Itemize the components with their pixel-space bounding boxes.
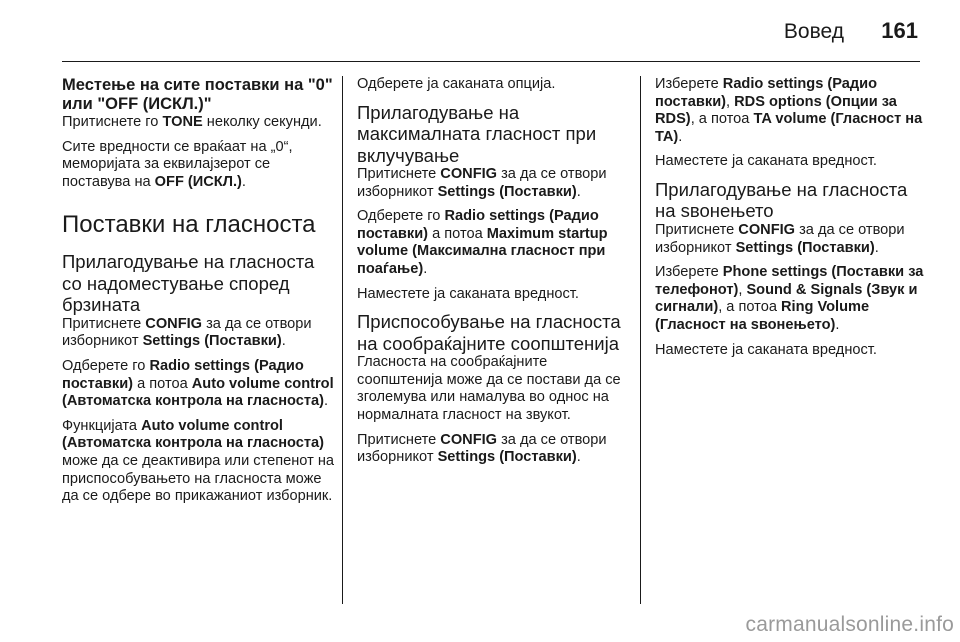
column-divider-2 bbox=[640, 76, 641, 604]
column-1 bbox=[62, 76, 334, 513]
reset-paragraph-2: Сите вредности се враќаат на „0“, меморијата за еквилајзерот се поставува на OFF (ИСКЛ.). bbox=[62, 138, 293, 190]
ring-paragraph-3: Наместете ја саканата вредност. bbox=[655, 341, 877, 358]
header-title: Вовед bbox=[783, 20, 844, 43]
max-paragraph-1: Притиснете CONFIG за да се отвори изборникот Settings (Поставки). bbox=[357, 166, 607, 200]
max-paragraph-3: Наместете ја саканата вредност. bbox=[357, 285, 579, 302]
max-paragraph-2: Одберете го Radio settings (Радио поставки) а потоа Maximum startup volume (Максимална гласност при поаѓање). bbox=[357, 208, 608, 278]
volume-settings-heading: Поставки на гласноста bbox=[62, 211, 316, 239]
ring-paragraph-1: Притиснете CONFIG за да се отвори изборникот Settings (Поставки). bbox=[655, 221, 905, 256]
speed-paragraph-2: Одберете го Radio settings (Радио поставки) а потоа Auto volume control (Автоматска контрола на гласноста). bbox=[62, 358, 334, 410]
column-3 bbox=[655, 76, 925, 366]
reset-paragraph-1: Притиснете го TONE неколку секунди. bbox=[62, 114, 322, 130]
traffic-announcement-heading: Приспособување на гласноста на сообраќајните соопштенија bbox=[357, 311, 621, 354]
traffic-paragraph-2: Притиснете CONFIG за да се отвори изборникот Settings (Поставки). bbox=[357, 431, 607, 466]
header-rule bbox=[62, 61, 920, 62]
ta-volume-paragraph: Изберете Radio settings (Радио поставки), RDS options (Опции за RDS), а потоа TA volume (Гласност на TA). bbox=[655, 76, 923, 145]
reset-heading: Местење на сите поставки на "0" или "OFF (ИСКЛ.)" bbox=[62, 76, 333, 113]
traffic-paragraph-1: Гласноста на сообраќајните соопштенија може да се постави да се зголемува или намалува во однос на нормалната гласност на звукот. bbox=[357, 354, 621, 424]
ring-paragraph-2: Изберете Phone settings (Поставки за телефонот), Sound & Signals (Звук и сигнали), а потоа Ring Volume (Гласност на ѕвонењето). bbox=[655, 264, 924, 333]
page-header bbox=[0, 0, 960, 62]
speed-paragraph-3: Функцијата Auto volume control (Автоматска контрола на гласноста) може да се деактивира или степенот на приспособувањето на гласноста може да се одбере во прикажаниот изборник. bbox=[62, 417, 334, 505]
column-2 bbox=[357, 76, 627, 474]
ring-volume-heading: Прилагодување на гласноста на ѕвонењето bbox=[655, 178, 908, 222]
ta-set-value-paragraph: Наместете ја саканата вредност. bbox=[655, 153, 877, 170]
speed-paragraph-1: Притиснете CONFIG за да се отвори изборникот Settings (Поставки). bbox=[62, 315, 312, 350]
page-number: 161 bbox=[881, 18, 918, 43]
max-startup-volume-heading: Прилагодување на максималната гласност при вклучување bbox=[357, 101, 597, 166]
watermark: carmanualsonline.info bbox=[745, 613, 954, 636]
column-divider-1 bbox=[342, 76, 343, 604]
select-option-paragraph: Одберете ја саканата опција. bbox=[357, 76, 556, 92]
speed-compensated-heading: Прилагодување на гласноста со надоместување според брзината bbox=[62, 251, 315, 316]
